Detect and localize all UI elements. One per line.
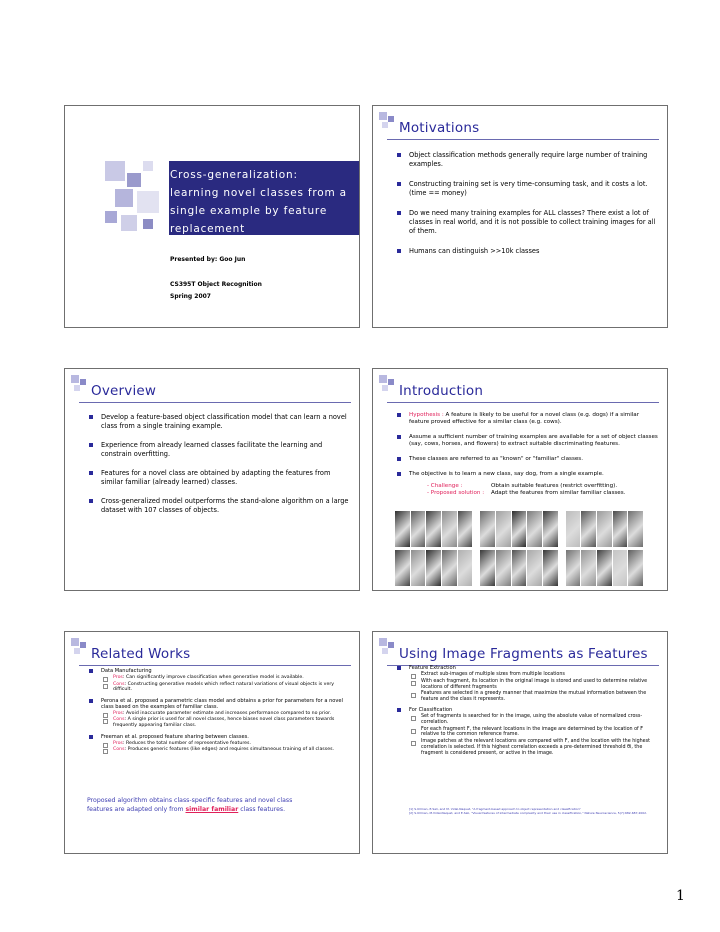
bullet: Cross-generalized model outperforms the stand-alone algorithm on a large dataset with 107 classes of objects. bbox=[89, 497, 351, 515]
fragment-thumbnail bbox=[395, 550, 410, 586]
cons-item: Cons: A single prior is used for all novel classes, hence biases novel class parameters towards frequently appearing familiar class. bbox=[101, 717, 351, 728]
slide-image-fragments bbox=[372, 631, 668, 854]
sub-item: With each fragment, its location in the original image is stored and used to determine relative locations of different fragments bbox=[409, 679, 659, 691]
slide-motivations bbox=[372, 105, 668, 328]
presenter: Presented by: Goo Jun bbox=[170, 256, 246, 263]
course-info: CS395T Object Recognition Spring 2007 bbox=[170, 281, 262, 300]
pros-item: Pros: Reduces the total number of representative features. bbox=[101, 741, 351, 747]
pros-item: Pros: Can significantly improve classification when generative model is available. bbox=[101, 675, 351, 681]
bullet: Do we need many training examples for ALL classes? There exist a lot of classes in real world, and it is not possible to collect training images for all of them. bbox=[397, 209, 659, 236]
slide-decoration bbox=[105, 161, 165, 236]
fragment-thumbnail bbox=[581, 550, 596, 586]
slide-decoration bbox=[379, 112, 397, 130]
sub-item: For each fragment F, the relevant locations in the image are determined by the location of F relative to the common reference frame. bbox=[409, 727, 659, 739]
references: [1] S.Ullman, E.Sali, and M. Vidal-Naquet, "A fragment-based approach to object representation and classification" [2] S.Ullman, M.Vidal-Naquet, and E.Sali, "Visual features of intermediate complexity and their use in classification," Nature Neuroscience, 5(7):682-687,2002. bbox=[409, 807, 648, 815]
slide-introduction bbox=[372, 368, 668, 591]
sub-item: Extract sub-images of multiple sizes from multiple locations bbox=[409, 672, 659, 678]
sub-item: Image patches at the relevant locations are compared with F, and the location with the highest correlation is selected. If this highest correlation exceeds a pre-determined threshold θi, the fragment is considered present, or active in the image. bbox=[409, 739, 659, 756]
slide-decoration bbox=[71, 375, 89, 393]
fragment-thumbnail bbox=[543, 511, 558, 547]
hypothesis-bullet: Hypothesis : A feature is likely to be useful for a novel class (e.g. dogs) if a similar feature proved effective for a similar class (e.g. cows). bbox=[397, 412, 659, 426]
fragment-strip-top bbox=[395, 511, 643, 547]
fragment-thumbnail bbox=[512, 550, 527, 586]
bullet-list bbox=[89, 413, 351, 525]
bullet: Assume a sufficient number of training examples are available for a set of object classes (say, cows, horses, and flowers) to extract suitable discriminating features. bbox=[397, 434, 659, 448]
hypothesis-label: Hypothesis : bbox=[409, 412, 444, 418]
fragment-thumbnail bbox=[613, 511, 628, 547]
fragment-thumbnail bbox=[496, 511, 511, 547]
strip-gap bbox=[559, 511, 565, 547]
fragment-thumbnail bbox=[527, 550, 542, 586]
title-rule bbox=[387, 402, 659, 403]
slide-cover bbox=[64, 105, 360, 328]
bullet: Develop a feature-based object classification model that can learn a novel class from a single training example. bbox=[89, 413, 351, 431]
fragment-thumbnail bbox=[628, 511, 643, 547]
bullet: Data Manufacturing Pros: Can significantly improve classification when generative model is available. Cons: Constructing generative models which reflect natural variations of visual objects is very difficult. bbox=[89, 668, 351, 693]
fragment-thumbnail bbox=[442, 550, 457, 586]
fragment-thumbnail bbox=[458, 550, 473, 586]
bullet: Constructing training set is very time-consuming task, and it costs a lot. (time == money) bbox=[397, 180, 659, 198]
fragment-thumbnail bbox=[543, 550, 558, 586]
fragment-thumbnail bbox=[512, 511, 527, 547]
cons-item: Cons: Produces generic features (like edges) and requires simultaneous training of all classes. bbox=[101, 747, 351, 753]
fragment-thumbnail bbox=[597, 550, 612, 586]
slide-overview bbox=[64, 368, 360, 591]
fragment-thumbnail bbox=[527, 511, 542, 547]
slide-related-works bbox=[64, 631, 360, 854]
fragment-strip-bottom bbox=[395, 550, 643, 586]
strip-gap bbox=[473, 550, 479, 586]
bullet-list bbox=[397, 665, 659, 761]
fragment-thumbnail bbox=[426, 550, 441, 586]
title-rule bbox=[79, 665, 351, 666]
bullet: The objective is to learn a new class, say dog, from a single example. - Challenge : Obtain suitable features (restrict overfitting). - Proposed solution : Adapt the features from similar familiar classes. bbox=[397, 471, 659, 497]
title-rule bbox=[79, 402, 351, 403]
slide-decoration bbox=[71, 638, 89, 656]
fragment-thumbnail bbox=[480, 550, 495, 586]
slide-title: Related Works bbox=[91, 646, 191, 662]
bullet: For Classification Set of fragments is searched for in the image, using the absolute value of normalized cross-correlation. For each fragment F, the relevant locations in the image are determined by the location of F relative to the common reference frame. Image patches at the relevant locations are compared with F, and the location with the highest correlation is selected. If this highest correlation exceeds a pre-determined threshold θi, the fragment is considered present, or active in the image. bbox=[397, 707, 659, 757]
slide-title: Introduction bbox=[399, 383, 484, 399]
fragment-thumbnail bbox=[597, 511, 612, 547]
sub-item: Features are selected in a greedy manner that maximize the mutual information between the feature and the class it represents. bbox=[409, 691, 659, 703]
bullet: Humans can distinguish >>10k classes bbox=[397, 247, 659, 256]
cons-item: Cons: Constructing generative models which reflect natural variations of visual objects is very difficult. bbox=[101, 682, 351, 693]
strip-gap bbox=[473, 511, 479, 547]
slide-title: Using Image Fragments as Features bbox=[399, 646, 648, 662]
bullet-list bbox=[397, 151, 659, 267]
fragment-thumbnail bbox=[566, 550, 581, 586]
fragment-thumbnail bbox=[628, 550, 643, 586]
fragment-thumbnail bbox=[411, 550, 426, 586]
page-number: 1 bbox=[676, 888, 685, 904]
slide-decoration bbox=[379, 638, 397, 656]
bullet: Experience from already learned classes facilitate the learning and constrain overfitting. bbox=[89, 441, 351, 459]
fragment-thumbnail bbox=[395, 511, 410, 547]
strip-gap bbox=[559, 550, 565, 586]
slide-title: Overview bbox=[91, 383, 157, 399]
fragment-thumbnail bbox=[458, 511, 473, 547]
bullet: Perona et al. proposed a parametric class model and obtains a prior for parameters for a novel class based on the examples of familiar class. Pros: Avoid inaccurate parameter estimate and increases performance compared to no prior. Cons: A single prior is used for all novel classes, hence biases novel class parameters towards frequently appearing familiar class. bbox=[89, 698, 351, 729]
fragment-thumbnail bbox=[480, 511, 495, 547]
fragment-thumbnail bbox=[442, 511, 457, 547]
fragment-thumbnail bbox=[411, 511, 426, 547]
bullet: Freeman et al. proposed feature sharing between classes. Pros: Reduces the total number of representative features. Cons: Produces generic features (like edges) and requires simultaneous training of all classes. bbox=[89, 734, 351, 753]
fragment-thumbnail bbox=[566, 511, 581, 547]
pros-item: Pros: Avoid inaccurate parameter estimate and increases performance compared to no prior. bbox=[101, 711, 351, 717]
fragment-thumbnail bbox=[581, 511, 596, 547]
fragment-thumbnail bbox=[426, 511, 441, 547]
bullet: Object classification methods generally require large number of training examples. bbox=[397, 151, 659, 169]
presentation-title: Cross-generalization: learning novel classes from a single example by feature replacement bbox=[170, 169, 347, 235]
summary-note: Proposed algorithm obtains class-specific features and novel class features are adapted only from similar familiar class features. bbox=[87, 797, 293, 813]
slide-decoration bbox=[379, 375, 397, 393]
bullet: These classes are referred to as "known" or "familiar" classes. bbox=[397, 456, 659, 463]
challenge-solution: - Challenge : Obtain suitable features (restrict overfitting). - Proposed solution : Adapt the features from similar familiar classes. bbox=[427, 483, 626, 496]
bullet-list bbox=[397, 412, 659, 505]
bullet: Feature Extraction Extract sub-images of multiple sizes from multiple locations With each fragment, its location in the original image is stored and used to determine relative locations of different fragments Features are selected in a greedy manner that maximize the mutual information between the feature and the class it represents. bbox=[397, 665, 659, 703]
title-rule bbox=[387, 139, 659, 140]
sub-item: Set of fragments is searched for in the image, using the absolute value of normalized cross-correlation. bbox=[409, 714, 659, 726]
fragment-thumbnail bbox=[496, 550, 511, 586]
bullet: Features for a novel class are obtained by adapting the features from similar familiar (already learned) classes. bbox=[89, 469, 351, 487]
fragment-thumbnail bbox=[613, 550, 628, 586]
slide-title: Motivations bbox=[399, 120, 480, 136]
bullet-list bbox=[89, 668, 351, 758]
